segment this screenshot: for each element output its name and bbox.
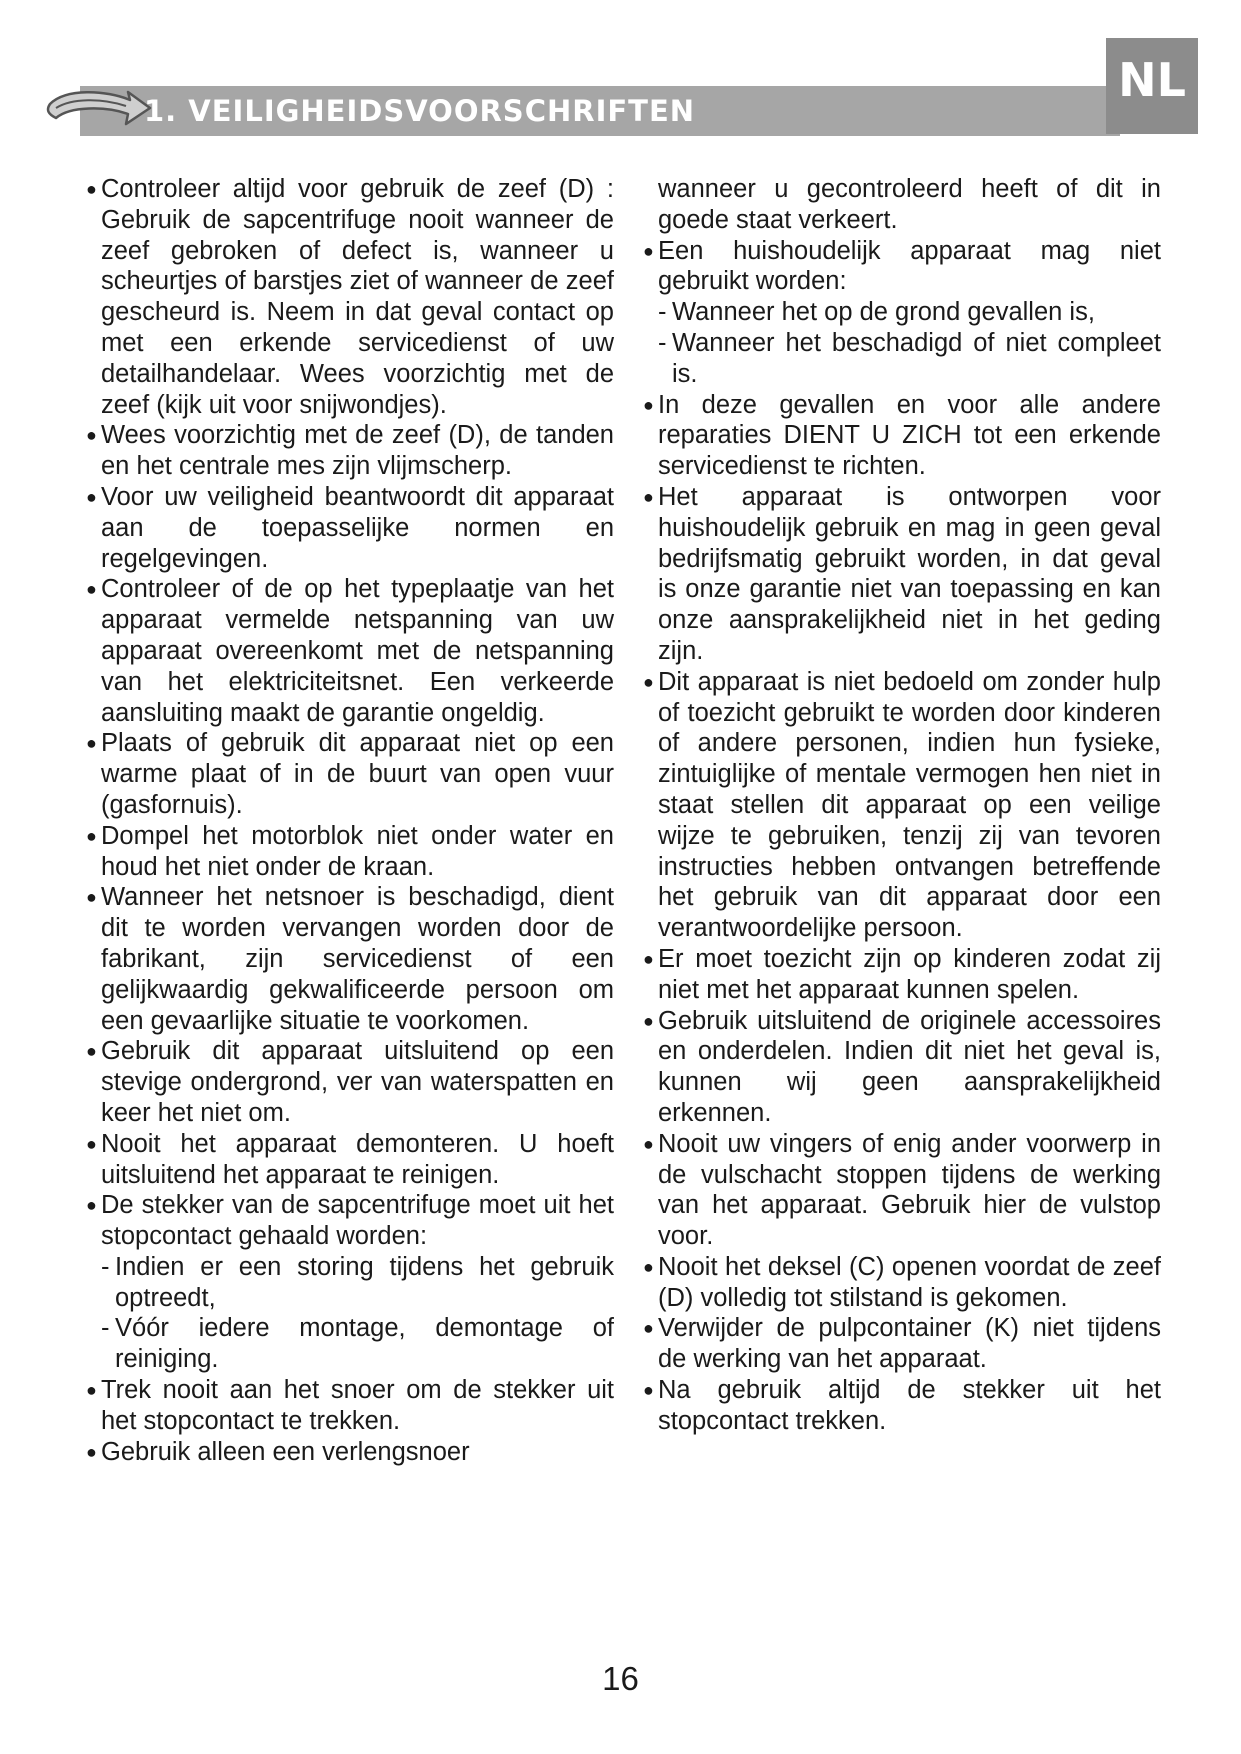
- sub-list: [84, 1252, 614, 1375]
- list-item: ● Na gebruik altijd de stekker uit het stopcontact trekken.: [643, 1376, 1161, 1435]
- list-item: ● Voor uw veiligheid beantwoordt dit apparaat aan de toepasselijke normen en regelgevingen.: [86, 482, 614, 573]
- list-item: ● Het apparaat is ontworpen voor huishoudelijk gebruik en mag in geen geval bedrijfsmatig gebruikt worden, in dat geval is onze garantie niet van toepassing en kan onze aansprakelijkheid niet in het geding zijn.: [643, 482, 1161, 665]
- sub-list-item: - Vóór iedere montage, demontage of reiniging.: [101, 1314, 614, 1374]
- arrow-icon: [46, 84, 152, 130]
- list-item: ● Trek nooit aan het snoer om de stekker uit het stopcontact te trekken.: [86, 1376, 614, 1435]
- list-item: ● Een huishoudelijk apparaat mag niet gebruikt worden:: [643, 236, 1161, 296]
- list-item: ● Controleer altijd voor gebruik de zeef (D) : Gebruik de sapcentrifuge nooit wanneer de zeef gebroken of defect is, wanneer u scheurtjes of barstjes ziet of wanneer de zeef gescheurd is. Neem in dat geval contact op met een erkende servicedienst of uw detailhandelaar. Wees voorzichtig met de zeef (kijk uit voor snijwondjes).: [86, 175, 614, 419]
- list-item: ● Nooit het deksel (C) openen voordat de zeef (D) volledig tot stilstand is gekomen.: [643, 1252, 1161, 1312]
- list-item: ● In deze gevallen en voor alle andere reparaties DIENT U ZICH tot een erkende servicedienst te richten.: [643, 390, 1161, 481]
- left-column: [84, 174, 614, 1467]
- sub-list-item: - Wanneer het op de grond gevallen is,: [658, 298, 1095, 327]
- right-column: [641, 174, 1161, 1437]
- list-item: ● Plaats of gebruik dit apparaat niet op een warme plaat of in de buurt van open vuur (gasfornuis).: [86, 729, 614, 819]
- section-title: 1. VEILIGHEIDSVOORSCHRIFTEN: [144, 94, 696, 128]
- list-item: ● Gebruik uitsluitend de originele accessoires en onderdelen. Indien dit niet het geval is, kunnen wij geen aansprakelijkheid erkennen.: [643, 1006, 1161, 1127]
- continued-text: wanneer u gecontroleerd heeft of dit in goede staat verkeert.: [658, 175, 1161, 234]
- list-item: ● Wees voorzichtig met de zeef (D), de tanden en het centrale mes zijn vlijmscherp.: [86, 421, 614, 481]
- list-item: ● Nooit uw vingers of enig ander voorwerp in de vulschacht stoppen tijdens de werking van het apparaat. Gebruik hier de vulstop voor.: [643, 1129, 1161, 1251]
- sub-list-item: - Wanneer het beschadigd of niet compleet is.: [658, 328, 1161, 388]
- list-item: ● Controleer of de op het typeplaatje van het apparaat vermelde netspanning van uw apparaat overeenkomt met de netspanning van het elektriciteitsnet. Een verkeerde aansluiting maakt de garantie ongeldig.: [86, 575, 614, 727]
- sub-list-item: - Indien er een storing tijdens het gebruik optreedt,: [101, 1252, 614, 1312]
- list-item: ● Gebruik alleen een verlengsnoer: [86, 1437, 470, 1466]
- list-item: ● Dompel het motorblok niet onder water en houd het niet onder de kraan.: [86, 821, 614, 881]
- list-item: ● De stekker van de sapcentrifuge moet uit het stopcontact gehaald worden:: [86, 1191, 614, 1251]
- language-badge: NL: [1106, 38, 1198, 134]
- sub-list: [641, 297, 1161, 389]
- list-item: ● Dit apparaat is niet bedoeld om zonder hulp of toezicht gebruikt te worden door kinderen of andere personen, indien hun fysieke, zintuiglijke of mentale vermogen hen niet in staat stellen dit apparaat op een veilige wijze te gebruiken, tenzij zij van tevoren instructies hebben ontvangen betreffende het gebruik van dit apparaat door een verantwoordelijke persoon.: [643, 667, 1161, 943]
- list-item: ● Nooit het apparaat demonteren. U hoeft uitsluitend het apparaat te reinigen.: [86, 1129, 614, 1189]
- page-number: 16: [602, 1660, 639, 1697]
- list-item: ● Er moet toezicht zijn op kinderen zodat zij niet met het apparaat kunnen spelen.: [643, 944, 1161, 1004]
- list-item: ● Verwijder de pulpcontainer (K) niet tijdens de werking van het apparaat.: [643, 1314, 1161, 1374]
- list-item: ● Gebruik dit apparaat uitsluitend op een stevige ondergrond, ver van waterspatten en keer het niet om.: [86, 1037, 614, 1127]
- list-item: ● Wanneer het netsnoer is beschadigd, dient dit te worden vervangen worden door de fabrikant, zijn servicedienst of een gelijkwaardig gekwalificeerde persoon om een gevaarlijke situatie te voorkomen.: [86, 883, 614, 1035]
